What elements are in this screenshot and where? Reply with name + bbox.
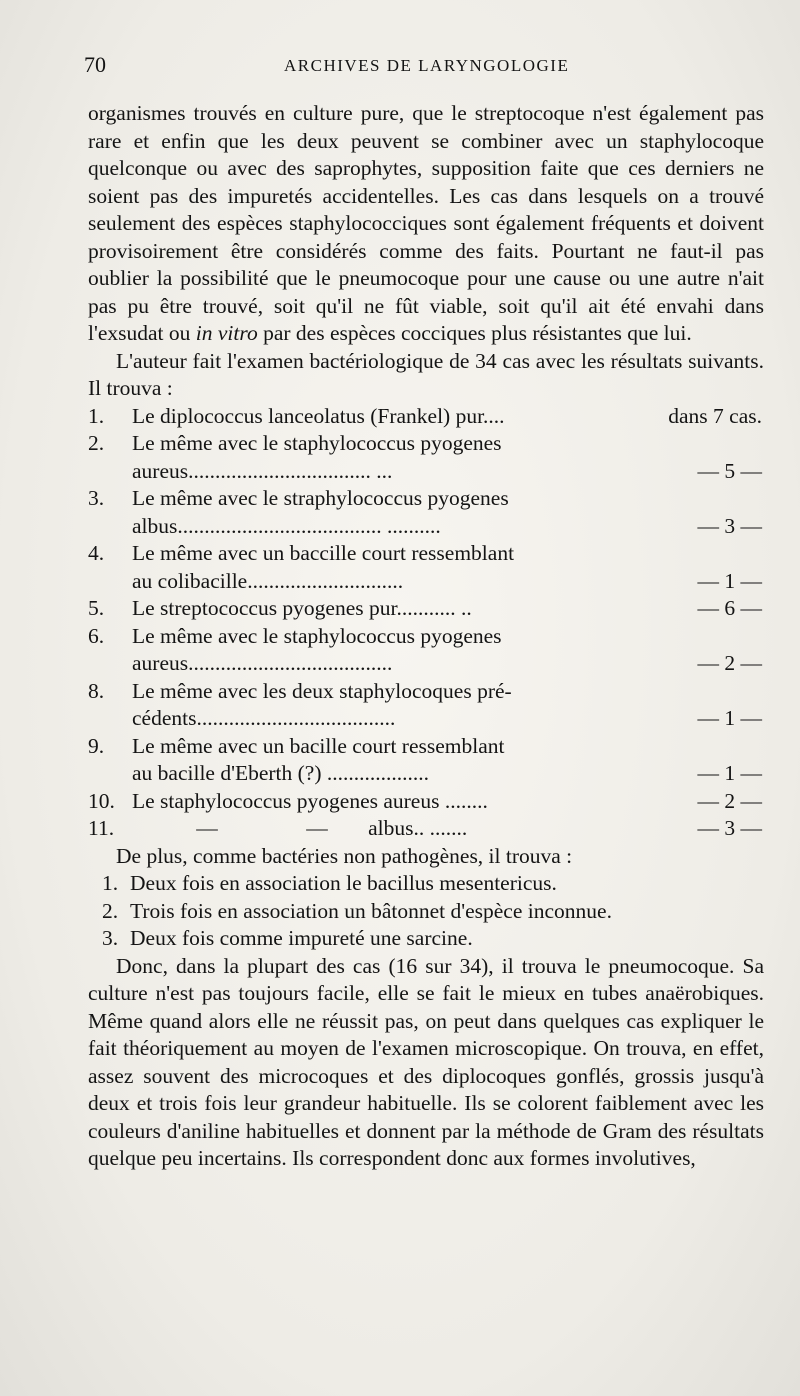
- result-number: 10.: [88, 788, 115, 813]
- result-text: au bacille d'Eberth (?) ...................: [132, 761, 430, 785]
- result-text: au colibacille.............................: [132, 568, 404, 593]
- non-pathogenic-item: [88, 870, 764, 898]
- intro-text-end: par des espèces cocciques plus résistantes que lui.: [257, 321, 692, 345]
- result-count: — 1 —: [697, 761, 762, 785]
- result-number: 11.: [88, 816, 115, 840]
- ditto-dash: —: [306, 816, 328, 840]
- result-number: 6.: [88, 623, 105, 648]
- result-item-line: [88, 568, 764, 596]
- result-count: — 3 —: [697, 513, 762, 538]
- item-text: Deux fois comme impureté une sarcine.: [130, 926, 473, 950]
- intro-text: organismes trouvés en culture pure, que le streptocoque n'est également pas rare et enfin que les deux peuvent se combiner avec un staphylocoque quelconque ou avec des saprophytes, supposition faite que ces derniers ne soient pas des impuretés accidentelles. Les cas dans lesquels on a trouvé seulement des espèces staphylococciques sont également fréquents et doivent provisoirement être considérés comme des faits. Pourtant ne faut-il pas oublier la possibilité que le pneumocoque pour une cause ou une autre n'ait pas pu être trouvé, soit qu'il ne fût viable, soit qu'il ait été envahi dans l'exsudat ou: [88, 101, 764, 345]
- result-item-line: [88, 430, 764, 458]
- ditto-dash: —: [196, 816, 218, 840]
- result-text: Le streptococcus pyogenes pur........... ..: [132, 596, 472, 620]
- result-count: [632, 540, 764, 568]
- result-count: — 3 —: [697, 816, 762, 840]
- intro-paragraph: [88, 100, 764, 348]
- conclusion-paragraph: Donc, dans la plupart des cas (16 sur 34), il trouva le pneumocoque. Sa culture n'est pas toujours facile, elle se fait le mieux en tubes anaërobiques. Même quand alors elle ne réussit pas, on peut dans quelques cas expliquer le fait théoriquement au moyen de l'examen microscopique. On trouva, en effet, assez souvent des microcoques et des diplocoques gonflés, grossis jusqu'à deux et trois fois leur grandeur habituelle. Ils se colorent faiblement avec les couleurs d'aniline habituelles et donnent par la méthode de Gram des résultats quelque peu incertains. Ils correspondent donc aux formes involutives,: [88, 953, 764, 1170]
- result-text: Le même avec un baccille court ressemblant: [132, 541, 515, 565]
- result-count: — 5 —: [697, 458, 762, 483]
- result-number: 4.: [88, 541, 105, 565]
- result-item-line: [88, 485, 764, 513]
- body-text: [88, 100, 764, 1173]
- result-text: aureus......................................: [132, 651, 393, 675]
- result-item-line: [88, 650, 764, 678]
- result-text: albus...................................... ..........: [132, 513, 441, 538]
- result-text: [132, 815, 632, 843]
- running-head: ARCHIVES DE LARYNGOLOGIE: [284, 56, 570, 75]
- result-item-line: [88, 760, 764, 788]
- result-item-line: [88, 595, 764, 623]
- result-text: Le même avec le straphylococcus pyogenes: [132, 486, 509, 510]
- result-count: — 6 —: [697, 596, 762, 620]
- result-text: cédents.....................................: [132, 706, 396, 730]
- result-text: Le même avec le staphylococcus pyogenes: [132, 623, 502, 648]
- result-number: 1.: [88, 403, 105, 428]
- result-item-line: [88, 403, 764, 431]
- non-pathogenic-item: [88, 925, 764, 953]
- result-item-line: [88, 678, 764, 706]
- result-item-line: [88, 458, 764, 486]
- result-item-line: [88, 540, 764, 568]
- page-number: 70: [84, 52, 106, 77]
- result-count: [632, 623, 764, 651]
- item-number: 3.: [102, 926, 119, 950]
- result-11-text: albus.. .......: [368, 816, 468, 840]
- result-item-line: [88, 513, 764, 541]
- result-item-11: [88, 815, 764, 843]
- result-number: 5.: [88, 596, 105, 620]
- result-text: Le staphylococcus pyogenes aureus ........: [132, 788, 488, 813]
- page-header: [84, 52, 764, 82]
- result-count: — 1 —: [697, 568, 762, 593]
- result-text: Le même avec un bacille court ressemblant: [132, 733, 505, 758]
- item-number: 2.: [102, 898, 119, 923]
- intro-italic: in vitro: [195, 321, 258, 345]
- result-count: [632, 733, 764, 761]
- result-number: 3.: [88, 486, 105, 510]
- item-text: Deux fois en association le bacillus mesentericus.: [130, 871, 557, 895]
- result-text: Le diplococcus lanceolatus (Frankel) pur....: [132, 403, 505, 428]
- result-item-line: [88, 788, 764, 816]
- result-number: 8.: [88, 678, 105, 703]
- result-number: 9.: [88, 733, 105, 758]
- non-pathogenic-list: [88, 870, 764, 953]
- non-pathogenic-item: [88, 898, 764, 926]
- result-item-line: [88, 623, 764, 651]
- result-item-line: [88, 705, 764, 733]
- result-text: Le même avec le staphylococcus pyogenes: [132, 431, 502, 455]
- result-count: dans 7 cas.: [668, 403, 762, 428]
- result-text: Le même avec les deux staphylocoques pré-: [132, 678, 512, 703]
- results-list: [88, 403, 764, 816]
- result-count: — 2 —: [697, 788, 762, 813]
- result-count: [632, 430, 764, 458]
- result-count: — 2 —: [697, 651, 762, 675]
- result-count: [632, 678, 764, 706]
- item-number: 1.: [102, 871, 119, 895]
- item-text: Trois fois en association un bâtonnet d'espèce inconnue.: [130, 898, 612, 923]
- result-count: — 1 —: [697, 706, 762, 730]
- result-count: [632, 485, 764, 513]
- non-pathogenic-intro: De plus, comme bactéries non pathogènes, il trouva :: [116, 843, 573, 868]
- result-number: 2.: [88, 431, 105, 455]
- result-text: aureus.................................. ...: [132, 458, 393, 483]
- examen-paragraph: L'auteur fait l'examen bactériologique de 34 cas avec les résultats suivants. Il trouva :: [88, 348, 764, 400]
- result-item-line: [88, 733, 764, 761]
